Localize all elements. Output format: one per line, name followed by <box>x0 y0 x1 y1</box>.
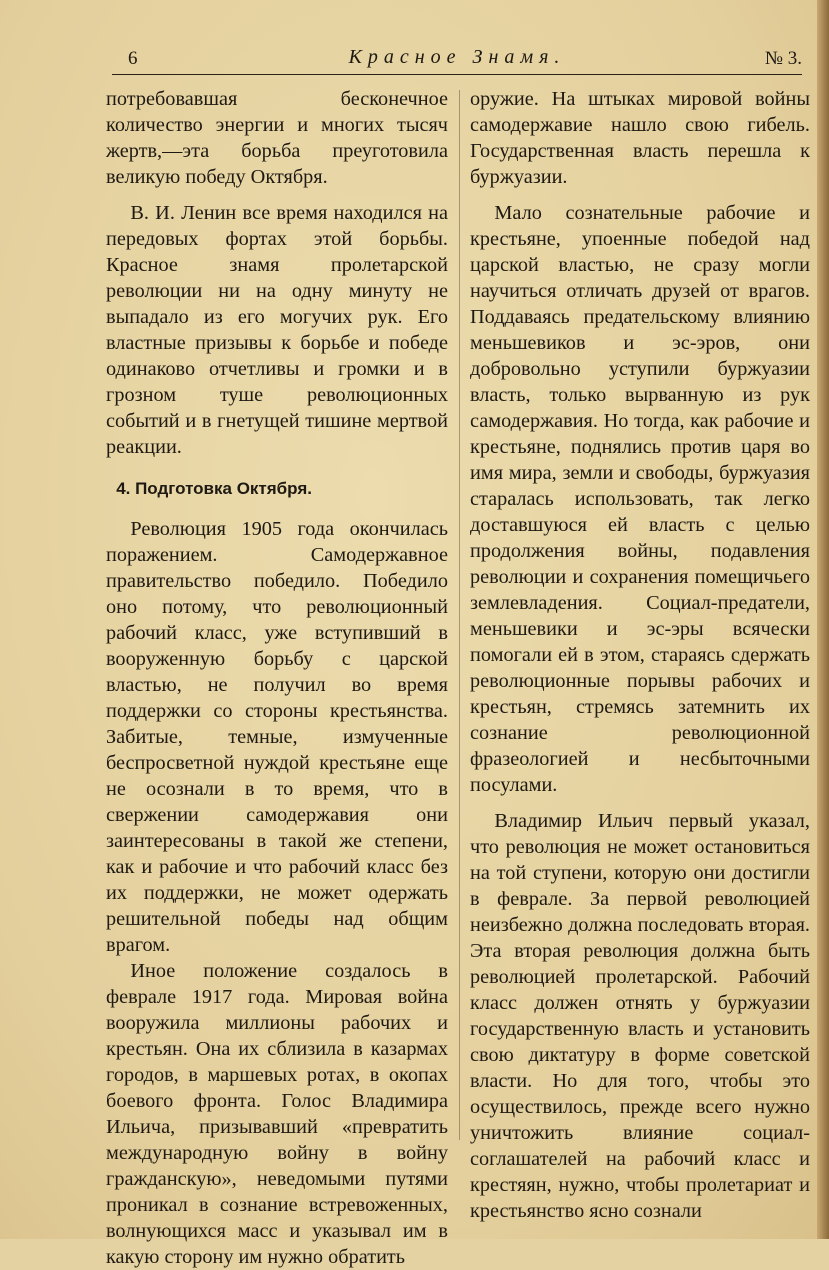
page-number: 6 <box>128 48 138 69</box>
paragraph: оружие. На штыках мировой войны самодержавие нашло свою гибель. Государственная власть перешла к буржуазии. <box>470 88 810 188</box>
paragraph: Владимир Ильич первый указал, что революция не может остановиться на той ступени, которую они достигли в феврале. За первой революцией неизбежно должна последовать вторая. Эта вторая революция должна быть революцией пролетарской. Рабочий класс должен отнять у буржуазии государственную власть и установить свою диктатуру в форме советской власти. Но для того, чтобы это осуществилось, прежде всего нужно уничтожить влияние социал-соглашателей на рабочий класс и крестяян, нужно, чтобы пролетариат и крестьянство ясно сознали <box>470 810 810 1222</box>
issue-number: № 3. <box>764 48 802 69</box>
right-column <box>470 86 810 1224</box>
page-edge <box>817 0 829 1239</box>
paragraph: Революция 1905 года окончилась поражением. Самодержавное правительство победило. Победило оно потому, что революционный рабочий класс, уже вступивший в вооруженную борьбу с царской властью, не получил во время поддержки со стороны крестьянства. Забитые, темные, измученные беспросветной нуждой крестьяне еще не осознали в то время, что в свержении самодержавия они заинтересованы в такой же степени, как и рабочие и что рабочий класс без их поддержки, не может одержать решительной победы над общим врагом. <box>106 518 448 956</box>
paragraph: Мало сознательные рабочие и крестьяне, упоенные победой над царской властью, не сразу могли научиться отличать друзей от врагов. Поддаваясь предательскому влиянию меньшевиков и эс-эров, они добровольно уступили буржуазии власть, только вырванную из рук самодержавия. Но тогда, как рабочие и крестьяне, поднялись против царя во имя мира, земли и свободы, буржуазия старалась использовать, так легко доставшуюся ей власть с целью продолжения войны, подавления революции и сохранения помещичьего землевладения. Социал-предатели, меньшевики и эс-эры всячески помогали ей в этом, стараясь сдержать революционные порывы рабочих и крестьян, стремясь затемнить их сознание революционной фразеологией и несбыточными посулами. <box>470 202 810 796</box>
paragraph: Иное положение создалось в феврале 1917 года. Мировая война вооружила миллионы рабочих и крестьян. Она их сблизила в казармах городов, в маршевых ротах, в окопах боевого фронта. Голос Владимира Ильича, призывавший «превратить международную войну в войну гражданскую», неведомыми путями проникал в сознание встревоженных, волнующихся масс и указывал им в какую сторону им нужно обратить <box>106 960 448 1268</box>
left-column <box>106 86 448 1270</box>
section-heading: 4. Подготовка Октября. <box>116 479 312 498</box>
journal-title: Красное Знамя. <box>348 46 566 68</box>
paragraph: В. И. Ленин все время находился на передовых фортах этой борьбы. Красное знамя пролетарской революции ни на одну минуту не выпадало из его могучих рук. Его властные призывы к борьбе и победе одинаково отчетливы и громки и в грозном туше революционных событий и в гнетущей тишине мертвой реакции. <box>106 202 448 458</box>
header-rule <box>112 74 802 75</box>
page-header <box>112 46 802 72</box>
paragraph: потребовавшая бесконечное количество энергии и многих тысяч жертв,—эта борьба преуготовила великую победу Октября. <box>106 88 448 188</box>
column-divider <box>459 90 460 1140</box>
